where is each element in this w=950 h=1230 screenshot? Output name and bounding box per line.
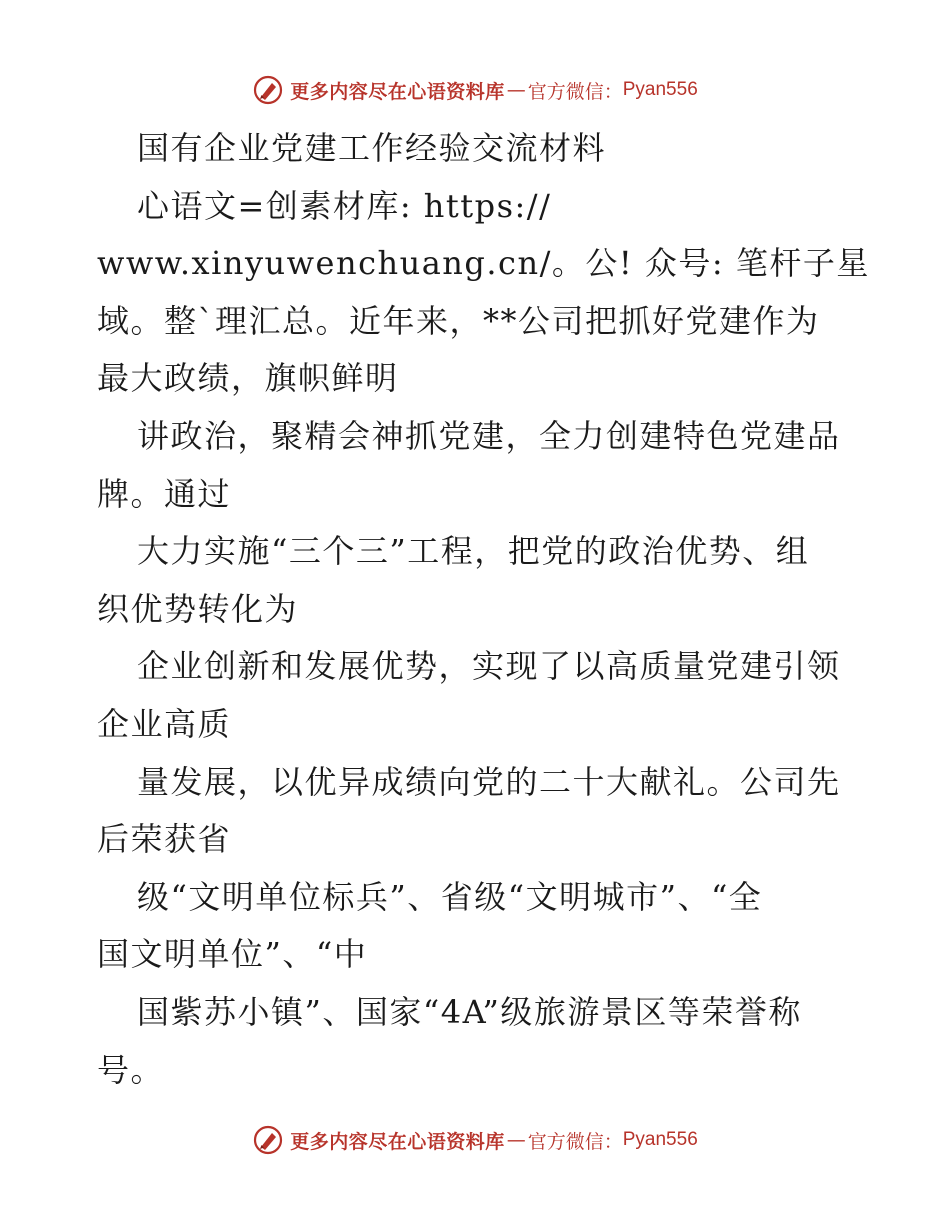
text-line: 国文明单位”、“中 — [97, 935, 368, 974]
document-body — [97, 120, 870, 1099]
banner-main-text: 更多内容尽在心语资料库 — [290, 80, 505, 103]
banner-separator: — — [506, 1129, 526, 1151]
banner-main-text: 更多内容尽在心语资料库 — [290, 1130, 505, 1153]
document-title: 国有企业党建工作经验交流材料 — [137, 129, 607, 167]
banner-wechat-label: 官方微信： — [527, 80, 623, 103]
text-line: 国紫苏小镇”、国家“4A”级旅游景区等荣誉称 — [137, 992, 802, 1031]
text-line: 讲政治，聚精会神抓党建，全力创建特色党建品 — [137, 416, 841, 455]
text-line: 域。整`理汇总。近年来，**公司把抓好党建作为 — [97, 301, 820, 340]
text-line: 级“文明单位标兵”、省级“文明城市”、“全 — [137, 877, 763, 916]
pen-logo-icon — [252, 74, 284, 106]
banner-separator: — — [506, 79, 526, 101]
text-line: 号。 — [97, 1050, 165, 1089]
text-line: www.xinyuwenchuang.cn/。公! 众号: 笔杆子星 — [97, 244, 870, 283]
banner-wechat-id: Pyan556 — [622, 79, 698, 100]
text-line: 量发展，以优异成绩向党的二十大献礼。公司先 — [137, 762, 841, 801]
text-line: 织优势转化为 — [97, 589, 299, 628]
header-banner — [0, 70, 950, 110]
pen-logo-icon — [252, 1124, 284, 1156]
text-line: 心语文=创素材库: https:// — [137, 186, 552, 225]
text-line: 后荣获省 — [97, 820, 232, 859]
text-line: 最大政绩，旗帜鲜明 — [97, 359, 399, 398]
banner-wechat-id: Pyan556 — [622, 1129, 698, 1150]
footer-banner — [0, 1120, 950, 1160]
text-line: 企业创新和发展优势，实现了以高质量党建引领 — [137, 647, 841, 686]
text-line: 牌。通过 — [97, 474, 232, 513]
text-line: 企业高质 — [97, 704, 232, 743]
text-line: 大力实施“三个三”工程，把党的政治优势、组 — [137, 532, 810, 571]
banner-wechat-label: 官方微信： — [527, 1130, 623, 1153]
